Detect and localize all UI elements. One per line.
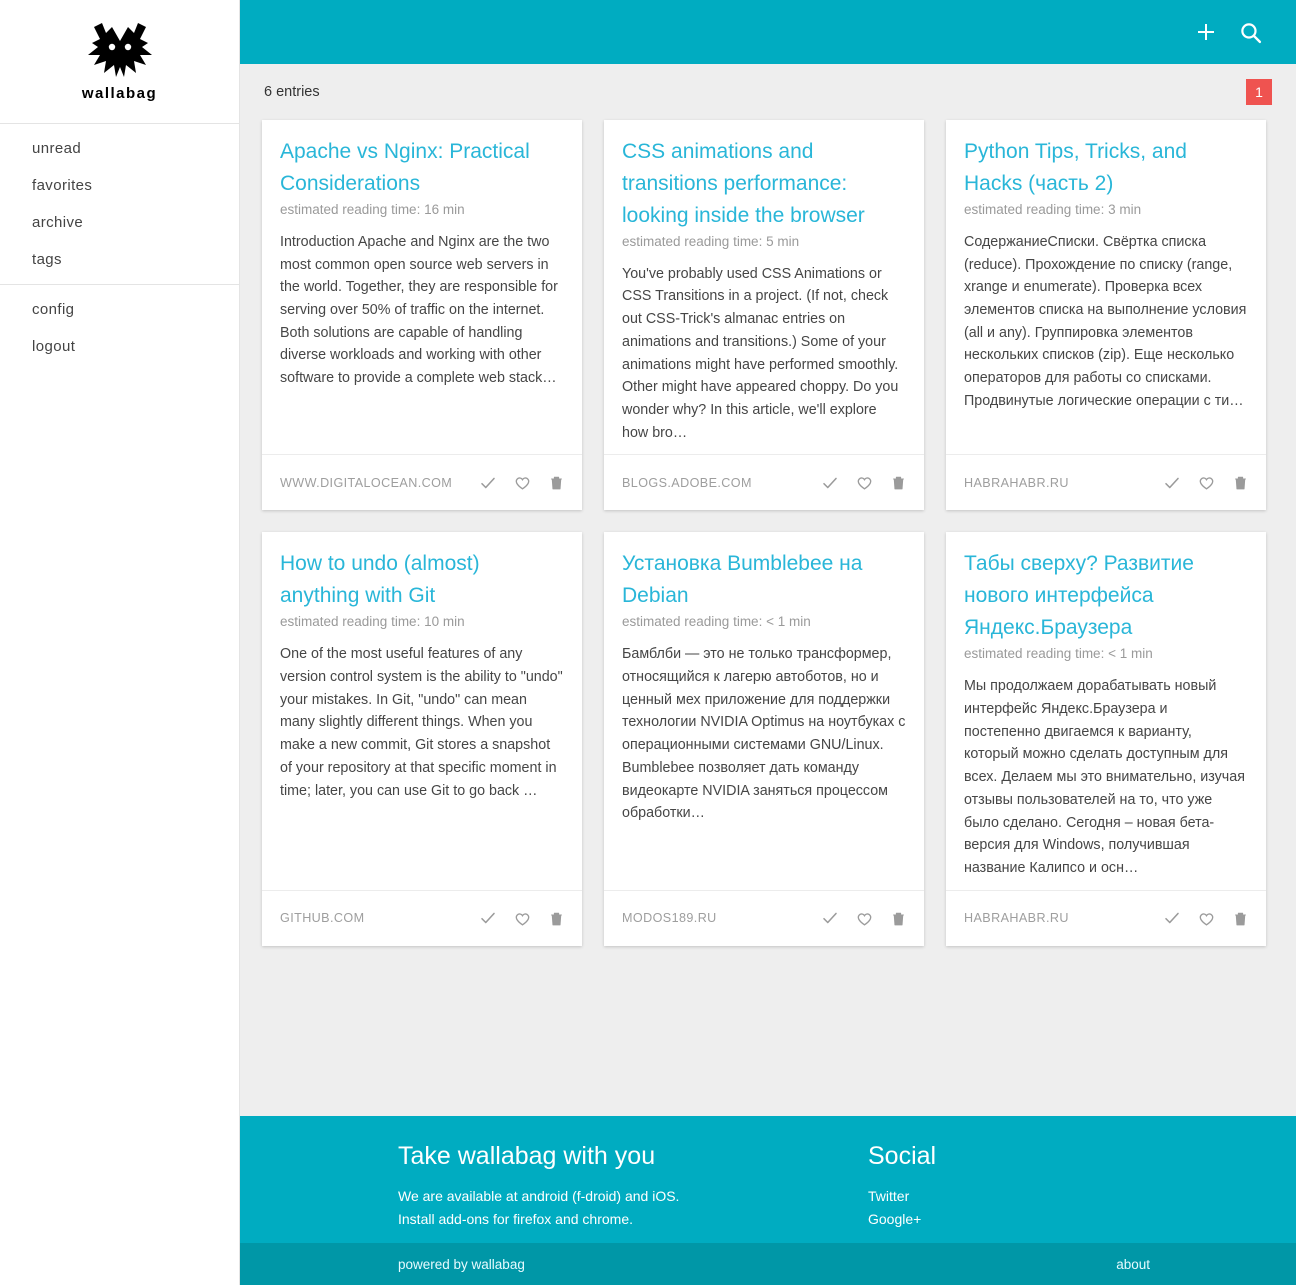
main-content — [240, 0, 1296, 1285]
footer-apps-line1: We are available at android (f-droid) and iOS. — [398, 1188, 680, 1204]
entry-actions — [1160, 471, 1252, 495]
entry-reading-time: estimated reading time: 5 min — [622, 233, 800, 249]
entry-domain: GITHUB.COM — [280, 911, 365, 926]
sidebar-item-favorites[interactable]: favorites — [32, 177, 93, 194]
trash-icon — [548, 910, 565, 927]
delete-button[interactable] — [886, 906, 910, 930]
entry-card-footer — [946, 890, 1266, 946]
delete-button[interactable] — [544, 471, 568, 495]
entry-domain: MODOS189.RU — [622, 911, 717, 926]
trash-icon — [890, 910, 907, 927]
about-link[interactable]: about — [1116, 1256, 1150, 1272]
top-bar — [240, 0, 1296, 64]
entry-domain: WWW.DIGITALOCEAN.COM — [280, 475, 453, 490]
entry-domain: BLOGS.ADOBE.COM — [622, 475, 752, 490]
footer-apps-column — [398, 1142, 868, 1243]
entry-title[interactable]: CSS animations and transitions performance: looking inside the browser — [622, 140, 865, 227]
delete-button[interactable] — [886, 471, 910, 495]
check-icon — [1163, 474, 1181, 492]
heart-icon — [1197, 909, 1216, 928]
check-icon — [821, 909, 839, 927]
entry-card-footer — [262, 454, 582, 510]
favorite-button[interactable] — [510, 906, 534, 930]
footer-link-googleplus[interactable]: Google+ — [868, 1211, 922, 1228]
entry-card-footer — [262, 890, 582, 946]
entry-card[interactable] — [262, 532, 582, 945]
entry-actions — [476, 906, 568, 930]
favorite-button[interactable] — [852, 471, 876, 495]
brand-logo[interactable] — [0, 0, 239, 124]
entry-title[interactable]: Табы сверху? Развитие нового интерфейса Яндекс.Браузера — [964, 552, 1194, 640]
site-footer — [240, 1116, 1296, 1243]
entry-excerpt: Introduction Apache and Nginx are the two most common open source web servers in the world. Together, they are responsible for serving over 50% of traffic on the internet. Both solutions are capable of handling diverse workloads and working with other software to provide a complete web stack… — [280, 233, 558, 387]
entry-actions — [476, 471, 568, 495]
entry-card-body — [946, 120, 1266, 454]
entry-title[interactable]: Установка Bumblebee на Debian — [622, 552, 863, 608]
delete-button[interactable] — [1228, 906, 1252, 930]
entry-excerpt: Мы продолжаем дорабатывать новый интерфейс Яндекс.Браузера и постепенно двигаемся к варианту, который можно сделать доступным для всех. Делаем мы это внимательно, изучая отзывы пользователей на то, что уже было сделано. Сегодня – новая бета-версия для Windows, получившая название Калипсо и осн… — [964, 678, 1245, 876]
entry-excerpt: You've probably used CSS Animations or CSS Transitions in a project. (If not, check out CSS-Trick's almanac entries on animations and transitions.) Some of your animations might have performed smoothly. Other might have appeared choppy. Do you wonder why? In this article, we'll explore how bro… — [622, 265, 899, 441]
entry-reading-time: estimated reading time: 3 min — [964, 201, 1142, 217]
entry-card-grid — [240, 120, 1296, 946]
entry-reading-time: estimated reading time: 10 min — [280, 614, 465, 630]
mark-read-button[interactable] — [476, 471, 500, 495]
entries-count: 6 entries — [264, 84, 320, 100]
entry-excerpt: СодержаниеСписки. Свёртка списка (reduce). Прохождение по списку (range, xrange и enumerate). Проверка всех элементов списка на выполнение условия (all и any). Группировка элементов нескольких списков (zip). Еще несколько операторов для работы со списками. Продвинутые логические операции с ти… — [964, 233, 1247, 409]
footer-link-twitter[interactable]: Twitter — [868, 1188, 910, 1204]
trash-icon — [890, 474, 907, 491]
sub-footer — [240, 1243, 1296, 1285]
mark-read-button[interactable] — [1160, 471, 1184, 495]
entry-actions — [1160, 906, 1252, 930]
plus-icon — [1194, 20, 1218, 44]
entry-card-body — [604, 120, 924, 454]
entry-card-body — [262, 120, 582, 454]
entry-actions — [818, 906, 910, 930]
sidebar-item-logout[interactable]: logout — [32, 338, 76, 355]
entry-reading-time: estimated reading time: < 1 min — [964, 646, 1153, 662]
footer-social-column — [868, 1142, 1168, 1243]
trash-icon — [1232, 474, 1249, 491]
entry-card[interactable] — [604, 120, 924, 510]
entry-card-footer — [604, 890, 924, 946]
entry-card[interactable] — [946, 120, 1266, 510]
delete-button[interactable] — [1228, 471, 1252, 495]
heart-icon — [855, 909, 874, 928]
check-icon — [479, 474, 497, 492]
favorite-button[interactable] — [1194, 471, 1218, 495]
entry-title[interactable]: How to undo (almost) anything with Git — [280, 552, 480, 608]
entry-card[interactable] — [604, 532, 924, 945]
footer-apps-line2: Install add-ons for firefox and chrome. — [398, 1211, 634, 1228]
add-entry-button[interactable] — [1184, 10, 1228, 54]
favorite-button[interactable] — [510, 471, 534, 495]
entry-card-footer — [604, 454, 924, 510]
favorite-button[interactable] — [1194, 906, 1218, 930]
entry-card[interactable] — [946, 532, 1266, 945]
entry-actions — [818, 471, 910, 495]
entry-domain: HABRAHABR.RU — [964, 911, 1069, 926]
sidebar-item-config[interactable]: config — [32, 301, 75, 318]
sidebar-group-account — [0, 285, 239, 371]
trash-icon — [1232, 910, 1249, 927]
mark-read-button[interactable] — [1160, 906, 1184, 930]
entry-domain: HABRAHABR.RU — [964, 475, 1069, 490]
entry-card-body — [262, 532, 582, 889]
entry-reading-time: estimated reading time: < 1 min — [622, 614, 811, 630]
sidebar-item-archive[interactable]: archive — [32, 214, 84, 231]
wallabag-logo-icon — [82, 21, 158, 83]
heart-icon — [855, 473, 874, 492]
heart-icon — [513, 909, 532, 928]
trash-icon — [548, 474, 565, 491]
entry-excerpt: Бамблби — это не только трансформер, относящийся к лагерю автоботов, но и ценный мех приложение для поддержки технологии NVIDIA Optimus на ноутбуках с операционными системами GNU/Linux. Bumblebee позволяет дать команду видеокарте NVIDIA заняться процессом обработки… — [622, 646, 906, 822]
heart-icon — [1197, 473, 1216, 492]
brand-name: wallabag — [81, 85, 158, 102]
search-button[interactable] — [1228, 10, 1272, 54]
heart-icon — [513, 473, 532, 492]
entry-title[interactable]: Apache vs Nginx: Practical Considerations — [280, 140, 530, 195]
entry-card[interactable] — [262, 120, 582, 510]
entry-card-body — [604, 532, 924, 889]
sidebar-item-tags[interactable]: tags — [32, 251, 62, 268]
sidebar — [0, 0, 240, 1285]
entry-excerpt: One of the most useful features of any version control system is the ability to "undo" your mistakes. In Git, "undo" can mean many slightly different things. When you make a new commit, Git stores a snapshot of your repository at that specific moment in time; later, you can use Git to go back … — [280, 646, 563, 799]
mark-read-button[interactable] — [818, 471, 842, 495]
sidebar-group-main — [0, 124, 239, 285]
check-icon — [821, 474, 839, 492]
entry-card-body — [946, 532, 1266, 889]
footer-apps-title: Take wallabag with you — [398, 1142, 656, 1170]
mark-read-button[interactable] — [476, 906, 500, 930]
entries-bar — [240, 64, 1296, 120]
footer-social-title: Social — [868, 1142, 937, 1170]
check-icon — [479, 909, 497, 927]
search-icon — [1238, 20, 1263, 45]
favorite-button[interactable] — [852, 906, 876, 930]
page-badge[interactable]: 1 — [1246, 79, 1272, 105]
entry-card-footer — [946, 454, 1266, 510]
check-icon — [1163, 909, 1181, 927]
entry-reading-time: estimated reading time: 16 min — [280, 201, 465, 217]
entry-title[interactable]: Python Tips, Tricks, and Hacks (часть 2) — [964, 140, 1187, 195]
sidebar-item-unread[interactable]: unread — [32, 140, 82, 157]
powered-by-label: powered by wallabag — [398, 1256, 525, 1272]
delete-button[interactable] — [544, 906, 568, 930]
mark-read-button[interactable] — [818, 906, 842, 930]
